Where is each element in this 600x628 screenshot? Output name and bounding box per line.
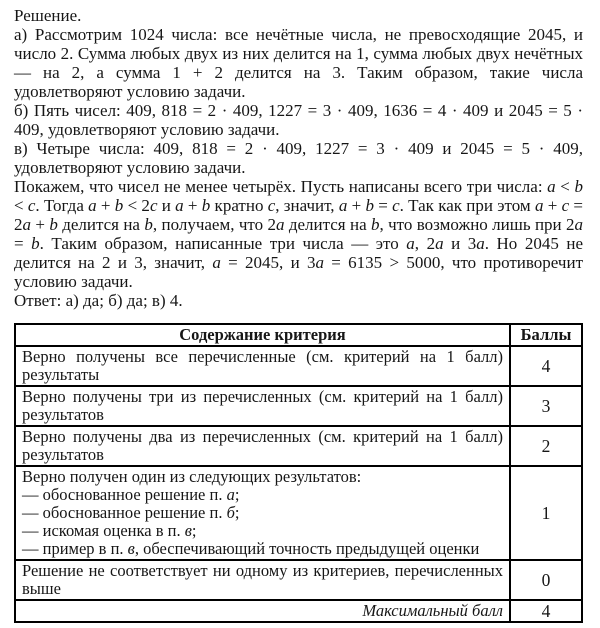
text-run: , получаем, что 2 [152,215,276,234]
criteria-row [15,346,582,386]
text-run: , обеспечивающий точность предыдущей оценки [134,539,480,558]
math-variable: c [267,196,276,215]
text-run: — обоснованное решение п. [22,485,227,504]
text-run: , 2 [414,234,436,253]
text-run: ; [191,521,197,540]
text-run: делится на [284,215,371,234]
text-run: а) Рассмотрим 1024 числа: все нечётные числа, не превосходящие 2045, и число 2. Сумма любых двух из них делится на 1, сумма любых двух нечётных — на 2, а сумма 1 + 2 делится на 3. Таким образом, такие числа удовлетворяют условию задачи. [14,25,583,101]
text-run: + [347,196,366,215]
text-run: + [543,196,562,215]
text-run: Решение не соответствует ни одному из критериев, перечисленных выше [22,561,503,598]
solution-paragraph [14,291,583,310]
math-variable: a [22,215,31,234]
text-run: . Но 2045 не делится на 2 и 3, значит, [14,234,583,272]
text-run: и [157,196,176,215]
criteria-text-line [22,348,503,384]
math-variable: b [31,234,40,253]
math-variable: а [226,485,235,504]
text-run: + [31,215,50,234]
math-variable: a [338,196,348,215]
math-variable: a [406,234,415,253]
math-variable: a [88,196,97,215]
max-score-label: Максимальный балл [15,600,510,622]
text-run: Покажем, что чисел не менее четырёх. Пусть написаны всего три числа: [14,177,548,196]
criteria-cell [15,386,510,426]
text-run: . Таким образом, написанные три числа — это [39,234,407,253]
solution-heading: Решение. [14,6,82,25]
math-variable: c [561,196,570,215]
text-run: — пример в п. [22,539,128,558]
math-variable: a [574,215,584,234]
text-run: ; [234,503,240,522]
criteria-text-line [22,540,503,558]
text-run: Ответ: а) да; б) да; в) 4. [14,291,183,310]
text-run: кратно [210,196,268,215]
math-variable: a [534,196,544,215]
math-variable: a [547,177,556,196]
math-variable: a [175,196,184,215]
text-run: Верно получены все перечисленные (см. критерий на 1 балл) результаты [22,347,503,384]
math-variable: b [49,215,58,234]
text-run: делится на [57,215,145,234]
max-score-value: 4 [510,600,582,622]
criteria-text-line [22,428,503,464]
text-run: ; [234,485,240,504]
math-variable: a [435,234,444,253]
math-variable: b [201,196,211,215]
math-variable: a [476,234,485,253]
criteria-table-body [15,346,582,600]
text-run: — обоснованное решение п. [22,503,227,522]
solution-paragraphs [14,25,583,310]
math-variable: a [315,253,324,272]
points-header-cell: Баллы [510,324,582,346]
math-variable: a [275,215,285,234]
criteria-text-line [22,562,503,598]
math-variable: в [127,539,135,558]
text-run: Верно получены три из перечисленных (см. критерий на 1 балл) результатов [22,387,503,424]
text-run: = [14,234,32,253]
math-variable: c [149,196,158,215]
points-cell: 0 [510,560,582,600]
text-run: = 6135 > 5000, что противоречит условию задачи. [14,253,583,291]
math-variable: a [212,253,221,272]
solution-paragraph [14,177,583,291]
text-run: + [183,196,202,215]
math-variable: c [27,196,36,215]
criteria-row [15,466,582,560]
points-cell: 4 [510,346,582,386]
math-variable: в [184,521,192,540]
criteria-text-line [22,504,503,522]
text-run: = [373,196,393,215]
criteria-cell [15,560,510,600]
text-run: = 2 [14,196,584,234]
criteria-row [15,426,582,466]
text-run: б) Пять чисел: 409, 818 = 2 · 409, 1227 = 3 · 409, 1636 = 4 · 409 и 2045 = 5 · 409, удовлетворяют условию задачи. [14,101,583,139]
text-run: , значит, [275,196,339,215]
text-run: . Тогда [35,196,89,215]
criteria-footer-row [15,600,582,622]
text-run: в) Четыре числа: 409, 818 = 2 · 409, 1227 = 3 · 409 и 2045 = 5 · 409, удовлетворяют условию задачи. [14,139,583,177]
solution-paragraph [14,101,583,139]
criteria-table [14,323,583,623]
text-run: . Так как при этом [399,196,535,215]
math-variable: c [392,196,400,215]
text-run: — искомая оценка в п. [22,521,185,540]
text-run: < [555,177,575,196]
text-run: и 3 [443,234,477,253]
text-run: Верно получены два из перечисленных (см. критерий на 1 балл) результатов [22,427,503,464]
criteria-text-line [22,388,503,424]
math-variable: b [114,196,124,215]
criteria-cell [15,466,510,560]
math-variable: b [365,196,374,215]
math-variable: b [144,215,153,234]
criteria-text-line [22,486,503,504]
text-run: < [14,196,28,215]
criteria-text-line [22,522,503,540]
criteria-cell [15,346,510,386]
math-variable: b [574,177,583,196]
solution-paragraph [14,139,583,177]
points-cell: 3 [510,386,582,426]
math-variable: б [226,503,235,522]
text-run: = 2045, и 3 [220,253,316,272]
math-variable: b [371,215,380,234]
criteria-header-row [15,324,582,346]
text-run: < 2 [123,196,150,215]
criteria-text-line [22,468,503,486]
points-cell: 2 [510,426,582,466]
text-run: , что возможно лишь при 2 [379,215,575,234]
criteria-row [15,386,582,426]
text-run: Верно получен один из следующих результатов: [22,467,362,486]
solution-paragraph [14,25,583,101]
criteria-row [15,560,582,600]
text-run: + [96,196,115,215]
points-cell: 1 [510,466,582,560]
criteria-header-cell: Содержание критерия [15,324,510,346]
criteria-cell [15,426,510,466]
